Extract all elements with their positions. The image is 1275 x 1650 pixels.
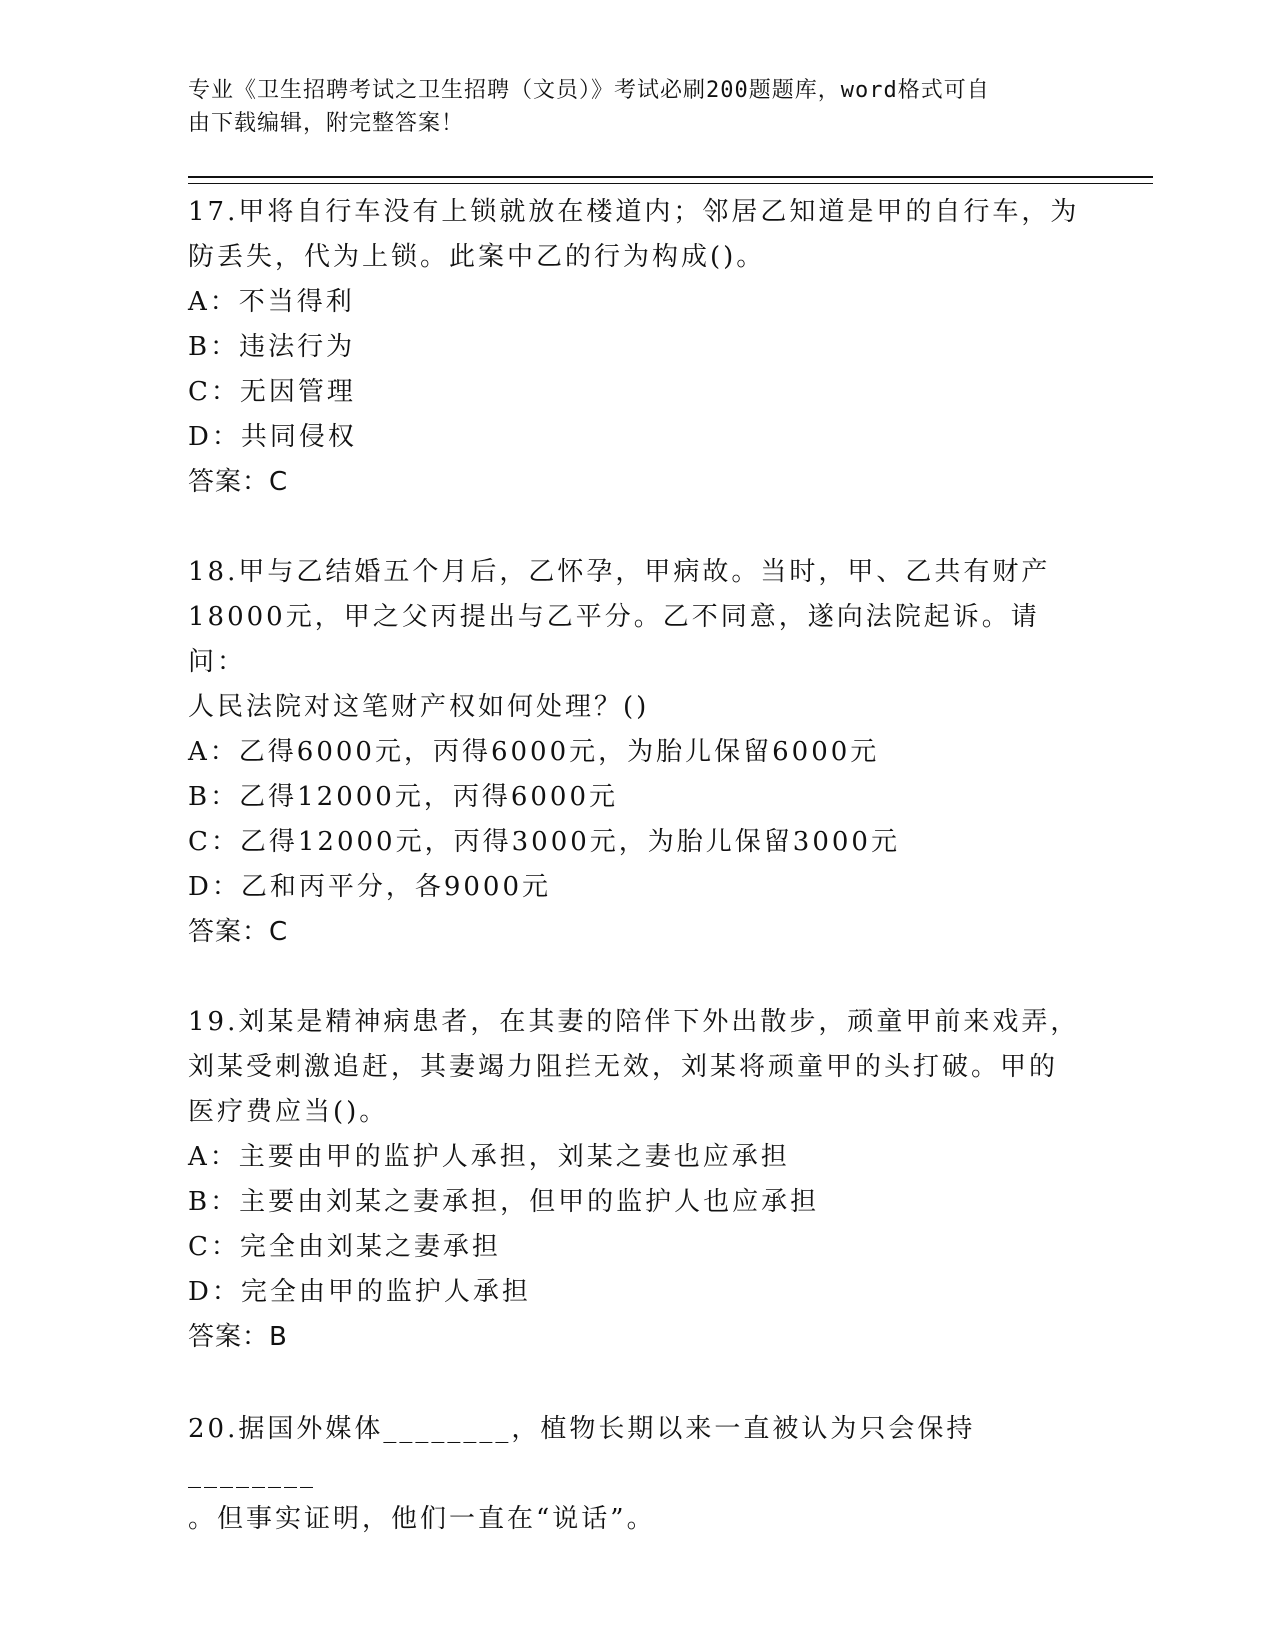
question-text-line: 。但事实证明，他们一直在“说话”。 xyxy=(188,1504,656,1534)
question-17 xyxy=(188,188,1088,505)
question-18 xyxy=(188,548,1088,955)
option-c: C：无因管理 xyxy=(188,377,356,407)
option-a: A：不当得利 xyxy=(188,287,355,317)
option-b: B：乙得12000元，丙得6000元 xyxy=(188,782,618,812)
question-spacer xyxy=(188,955,1088,998)
question-text-line: 17.甲将自行车没有上锁就放在楼道内；邻居乙知道是甲的自行车，为 xyxy=(188,197,1080,227)
question-19 xyxy=(188,998,1088,1360)
header-divider-thin xyxy=(188,183,1153,184)
option-b: B：主要由刘某之妻承担，但甲的监护人也应承担 xyxy=(188,1187,820,1217)
question-text xyxy=(188,998,1088,1135)
question-list xyxy=(188,188,1088,1542)
question-text xyxy=(188,1405,1088,1542)
option-b: B：违法行为 xyxy=(188,332,356,362)
option-d: D：乙和丙平分，各9000元 xyxy=(188,872,552,902)
question-text-line: 18000元，甲之父丙提出与乙平分。乙不同意，遂向法院起诉。请问： xyxy=(188,602,1040,677)
document-header xyxy=(188,74,1068,140)
option-c: C：完全由刘某之妻承担 xyxy=(188,1232,501,1262)
question-text-line: 18.甲与乙结婚五个月后，乙怀孕，甲病故。当时，甲、乙共有财产 xyxy=(188,557,1051,587)
answer-line: 答案：B xyxy=(188,1322,288,1352)
question-spacer xyxy=(188,1360,1088,1405)
question-text-line: 医疗费应当()。 xyxy=(188,1097,389,1127)
option-a: A：主要由甲的监护人承担，刘某之妻也应承担 xyxy=(188,1142,790,1172)
question-20 xyxy=(188,1405,1088,1542)
header-line-1: 专业《卫生招聘考试之卫生招聘（文员）》考试必刷200题题库，word格式可自 xyxy=(188,78,990,103)
question-text-line: 人民法院对这笔财产权如何处理？() xyxy=(188,692,650,722)
option-a: A：乙得6000元，丙得6000元，为胎儿保留6000元 xyxy=(188,737,880,767)
question-text-line: 19.刘某是精神病患者，在其妻的陪伴下外出散步，顽童甲前来戏弄， xyxy=(188,1007,1080,1037)
question-text-line: 防丢失，代为上锁。此案中乙的行为构成()。 xyxy=(188,242,766,272)
question-text xyxy=(188,548,1088,730)
answer-line: 答案：C xyxy=(188,467,289,497)
option-c: C：乙得12000元，丙得3000元，为胎儿保留3000元 xyxy=(188,827,900,857)
option-d: D：完全由甲的监护人承担 xyxy=(188,1277,531,1307)
question-text-line: 刘某受刺激追赶，其妻竭力阻拦无效，刘某将顽童甲的头打破。甲的 xyxy=(188,1052,1059,1082)
option-d: D：共同侵权 xyxy=(188,422,357,452)
question-text xyxy=(188,188,1088,280)
question-spacer xyxy=(188,505,1088,548)
question-text-line: 20.据国外媒体________，植物长期以来一直被认为只会保持________ xyxy=(188,1414,976,1489)
header-divider-thick xyxy=(188,176,1153,178)
header-line-2: 由下载编辑，附完整答案！ xyxy=(188,111,465,136)
answer-line: 答案：C xyxy=(188,917,289,947)
